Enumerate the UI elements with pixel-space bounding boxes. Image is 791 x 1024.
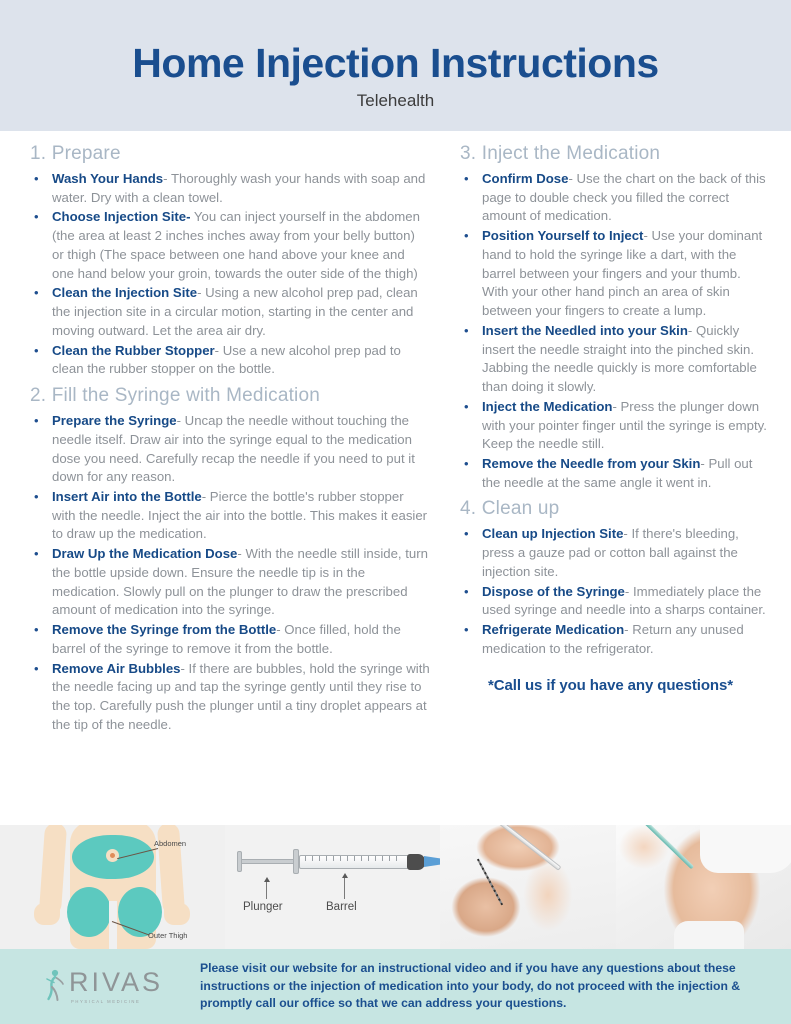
step-lead: Insert the Needled into your Skin <box>482 322 688 338</box>
step-text: - If there are bubbles, hold the syringe with the needle facing up and tap the syringe gently until they rise to the top. Carefully push the plunger until a tiny droplet appears at the tip of the needle. <box>52 660 430 732</box>
bullet-icon: • <box>464 456 469 472</box>
step-lead: Refrigerate Medication <box>482 622 625 638</box>
footer-disclaimer-text: Please visit our website for an instructional video and if you have any questions about these instructions or the injection of medication into your body, do not proceed with the injection & promptly call our office so that we can address your questions. <box>200 960 741 1011</box>
syringe-hub-shape <box>407 854 425 870</box>
section-heading-fill-syringe: 2. Fill the Syringe with Medication <box>30 385 321 407</box>
step-lead: Clean up Injection Site <box>482 526 624 542</box>
illustration-strip <box>0 825 791 949</box>
list-item <box>452 398 769 454</box>
list-item <box>22 412 430 487</box>
section-prepare <box>22 143 430 379</box>
step-lead: Choose Injection Site- <box>52 209 191 225</box>
step-lead: Dispose of the Syringe <box>482 583 625 599</box>
step-lead: Draw Up the Medication Dose <box>52 546 238 562</box>
syringe-plunger-shape <box>241 859 297 864</box>
step-text: - Immediately place the used syringe and needle into a sharps container. <box>482 583 766 618</box>
page-header <box>0 0 791 131</box>
section-inject <box>452 143 769 492</box>
step-text: - With the needle still inside, turn the bottle upside down. Ensure the needle tip is in the medication. Slowly pull on the plunger to draw the prescribed amount of medication into the syringe. <box>52 546 428 618</box>
list-item <box>22 208 430 283</box>
navel-marker <box>106 849 119 862</box>
logo-wordmark: RIVAS <box>69 967 164 997</box>
list-item <box>22 342 430 379</box>
injection-site-diagram <box>0 825 225 949</box>
step-lead: Remove the Syringe from the Bottle <box>52 622 277 638</box>
bullet-icon: • <box>464 398 469 414</box>
rivas-logo[interactable] <box>42 967 192 1007</box>
outer-thigh-label: Outer Thigh <box>148 931 188 940</box>
bullet-icon: • <box>34 285 39 301</box>
syringe-parts-diagram <box>225 825 440 949</box>
bullet-icon: • <box>34 622 39 638</box>
call-us-note: *Call us if you have any questions* <box>488 676 733 694</box>
left-hand-shape <box>34 903 60 925</box>
list-item <box>452 227 769 321</box>
photo-abdominal-injection <box>616 825 791 949</box>
step-lead: Clean the Rubber Stopper <box>52 342 215 358</box>
step-text: - Use the chart on the back of this page to double check you filled the correct amount of medication. <box>482 171 766 224</box>
section-heading-inject: 3. Inject the Medication <box>460 143 661 164</box>
right-hand-shape <box>164 903 190 925</box>
right-column <box>438 141 791 825</box>
section-fill-syringe <box>22 385 430 734</box>
list-item <box>22 170 430 207</box>
page-title: Home Injection Instructions <box>132 39 659 86</box>
left-thigh-injection-zone <box>67 887 111 937</box>
step-text: - Using a new alcohol prep pad, clean the injection site in a circular motion, starting in the center and moving outward. Let the area air dry. <box>52 285 418 338</box>
syringe-graduation-marks <box>305 856 403 861</box>
step-text: - Pierce the bottle's rubber stopper with the needle. Inject the air into the bottle. This makes it easier to draw up the medication. <box>52 489 428 542</box>
logo-tagline: PHYSICAL MEDICINE <box>71 999 141 1004</box>
step-lead: Confirm Dose <box>482 171 569 186</box>
list-item <box>452 455 769 492</box>
body-figure-illustration <box>8 825 218 949</box>
bullet-icon: • <box>464 322 469 338</box>
abdomen-label: Abdomen <box>154 839 187 848</box>
list-item <box>22 488 430 544</box>
right-thigh-injection-zone <box>118 887 162 937</box>
list-item <box>22 284 430 340</box>
bullet-icon: • <box>34 209 39 225</box>
bullet-icon: • <box>464 228 469 244</box>
list-item <box>452 525 769 581</box>
photo-hands-holding-syringe <box>440 825 616 949</box>
step-text: - Thoroughly wash your hands with soap and water. Dry with a clean towel. <box>52 171 426 205</box>
barrel-arrow-icon <box>344 877 345 899</box>
photo-shorts-shape <box>674 921 744 949</box>
photo-syringe-shape <box>499 825 562 871</box>
step-lead: Position Yourself to Inject <box>482 228 644 244</box>
bullet-icon: • <box>464 171 469 186</box>
step-text: You can inject yourself in the abdomen (the area at least 2 inches inches away from your belly button) or thigh (The space between one hand above your knee and one hand below your groin, towards the outer side of the thigh) <box>52 209 420 281</box>
leg-gap-shape <box>109 901 117 949</box>
list-item <box>22 660 430 735</box>
list-item <box>452 170 769 226</box>
section-heading-prepare: 1. Prepare <box>30 143 121 164</box>
step-lead: Inject the Medication <box>482 398 613 414</box>
photo-shirt-shape <box>700 825 791 873</box>
section-clean-up <box>452 498 769 658</box>
left-column <box>0 141 438 825</box>
step-list-prepare <box>22 170 430 379</box>
instructions-content <box>0 131 791 825</box>
page-subtitle: Telehealth <box>356 91 435 111</box>
plunger-arrow-icon <box>266 881 267 899</box>
step-text: - Pull out the needle at the same angle it went in. <box>482 456 753 490</box>
step-text: - Once filled, hold the barrel of the syringe to remove it from the bottle. <box>52 622 401 656</box>
step-lead: Prepare the Syringe <box>52 413 177 429</box>
list-item <box>22 621 430 658</box>
photo-needle-shape <box>477 859 503 906</box>
section-heading-clean-up: 4. Clean up <box>460 498 560 520</box>
list-item <box>452 621 769 658</box>
step-text: - If there's bleeding, press a gauze pad or cotton ball against the injection site. <box>482 526 739 579</box>
step-lead: Clean the Injection Site <box>52 285 198 301</box>
page-footer <box>0 949 791 1024</box>
bullet-icon: • <box>34 342 39 358</box>
step-text: - Use your dominant hand to hold the syringe like a dart, with the barrel between your fingers and your thumb. With your other hand pinch an area of skin between your fingers to create a lump. <box>482 228 763 319</box>
step-list-inject <box>452 170 769 492</box>
bullet-icon: • <box>34 489 39 505</box>
logo-text-group <box>69 969 163 1004</box>
list-item <box>452 322 769 397</box>
photo-syringe-shape <box>644 825 694 869</box>
step-text: - Quickly insert the needle straight into the pinched skin. Jabbing the needle quickly is more comfortable than doing it slowly. <box>482 322 757 395</box>
bullet-icon: • <box>34 413 39 429</box>
bullet-icon: • <box>34 546 39 562</box>
step-lead: Remove the Needle from your Skin <box>482 456 701 472</box>
plunger-label: Plunger <box>243 901 283 913</box>
step-text: - Use a new alcohol prep pad to clean the rubber stopper on the bottle. <box>52 342 401 377</box>
bullet-icon: • <box>34 660 39 676</box>
step-list-clean-up <box>452 525 769 658</box>
bullet-icon: • <box>464 526 469 542</box>
bullet-icon: • <box>464 583 469 599</box>
step-text: - Press the plunger down with your pointer finger until the syringe is empty. Keep the needle still. <box>482 398 767 452</box>
step-lead: Insert Air into the Bottle <box>52 489 202 505</box>
bullet-icon: • <box>464 622 469 638</box>
list-item <box>22 545 430 620</box>
list-item <box>452 583 769 620</box>
step-text: - Uncap the needle without touching the needle itself. Draw air into the syringe equal to the medication dose you need. Carefully recap the needle if you need to put it down for any reason. <box>52 413 415 485</box>
bullet-icon: • <box>34 171 39 186</box>
barrel-label: Barrel <box>326 901 357 913</box>
step-lead: Wash Your Hands <box>52 171 164 186</box>
step-text: - Return any unused medication to the refrigerator. <box>482 622 744 656</box>
step-list-fill-syringe <box>22 412 430 734</box>
human-figure-logo-icon <box>42 967 68 1007</box>
step-lead: Remove Air Bubbles <box>52 660 181 676</box>
